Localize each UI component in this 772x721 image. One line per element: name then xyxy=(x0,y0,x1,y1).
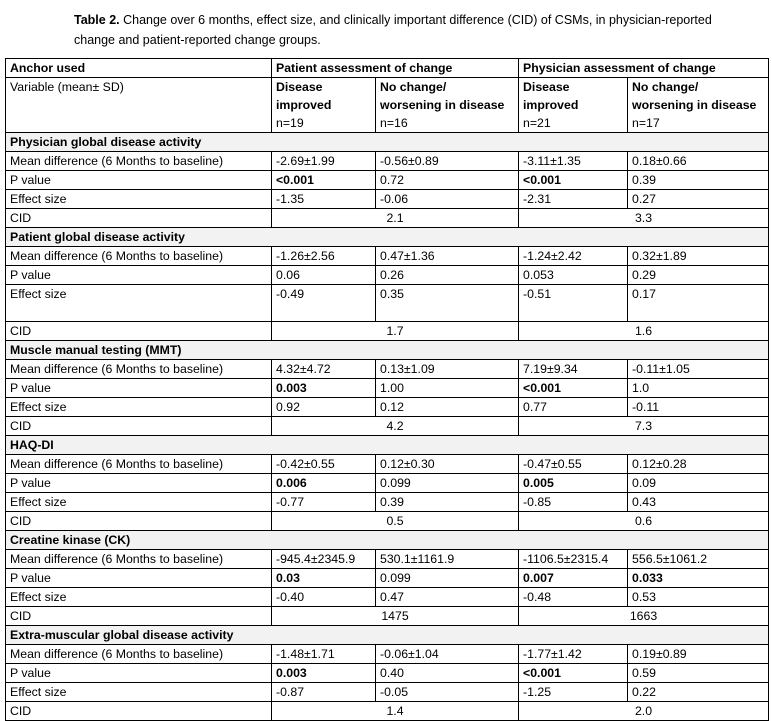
cid-row xyxy=(6,417,769,436)
results-table xyxy=(5,58,769,721)
row-label: Mean difference (6 Months to baseline) xyxy=(6,247,272,266)
cell-value: -0.49 xyxy=(272,285,376,322)
cid-value: 7.3 xyxy=(519,417,769,436)
cell-value: 0.003 xyxy=(272,664,376,683)
cell-value: -1.26±2.56 xyxy=(272,247,376,266)
cell-value: -0.47±0.55 xyxy=(519,455,628,474)
table-row xyxy=(6,474,769,493)
cell-value: 0.53 xyxy=(628,588,769,607)
table-row xyxy=(6,645,769,664)
cid-value: 2.1 xyxy=(272,209,519,228)
section-header-row xyxy=(6,626,769,645)
section-header-row xyxy=(6,436,769,455)
group-column-header xyxy=(628,78,769,133)
group-column-header xyxy=(376,78,519,133)
cell-value: 0.26 xyxy=(376,266,519,285)
cell-value: 0.099 xyxy=(376,569,519,588)
cell-value: 4.32±4.72 xyxy=(272,360,376,379)
group-column-header xyxy=(272,78,376,133)
table-row xyxy=(6,379,769,398)
row-label: Mean difference (6 Months to baseline) xyxy=(6,645,272,664)
section-title: HAQ-DI xyxy=(6,436,769,455)
row-label: P value xyxy=(6,474,272,493)
cell-value: -0.77 xyxy=(272,493,376,512)
cell-value: 0.005 xyxy=(519,474,628,493)
patient-group-header: Patient assessment of change xyxy=(272,59,519,78)
cell-value: 0.35 xyxy=(376,285,519,322)
header-row xyxy=(6,59,769,78)
table-row xyxy=(6,266,769,285)
section-title: Creatine kinase (CK) xyxy=(6,531,769,550)
cid-row xyxy=(6,209,769,228)
cell-value: -1.77±1.42 xyxy=(519,645,628,664)
cell-value: 530.1±1161.9 xyxy=(376,550,519,569)
cell-value: 0.13±1.09 xyxy=(376,360,519,379)
cid-row xyxy=(6,322,769,341)
cell-value: -1106.5±2315.4 xyxy=(519,550,628,569)
cell-value: 0.32±1.89 xyxy=(628,247,769,266)
cell-value: 0.099 xyxy=(376,474,519,493)
cid-label: CID xyxy=(6,512,272,531)
row-label: Mean difference (6 Months to baseline) xyxy=(6,455,272,474)
cell-value: 0.27 xyxy=(628,190,769,209)
row-label: P value xyxy=(6,171,272,190)
cell-value: 0.92 xyxy=(272,398,376,417)
variable-header: Variable (mean± SD) xyxy=(6,78,272,133)
caption-text: Change over 6 months, effect size, and clinically important difference (CID) of CSMs, in physician-reported change and patient-reported change groups. xyxy=(74,13,712,47)
column-n: n=17 xyxy=(632,116,660,130)
group-column-header xyxy=(519,78,628,133)
cid-value: 1663 xyxy=(519,607,769,626)
cell-value: <0.001 xyxy=(519,379,628,398)
subheader-row xyxy=(6,78,769,133)
table-row xyxy=(6,171,769,190)
row-label: Effect size xyxy=(6,493,272,512)
cell-value: 0.033 xyxy=(628,569,769,588)
cell-value: -0.11±1.05 xyxy=(628,360,769,379)
row-label: Effect size xyxy=(6,398,272,417)
cell-value: -0.85 xyxy=(519,493,628,512)
cell-value: 0.12±0.30 xyxy=(376,455,519,474)
column-title-line2: worsening in disease xyxy=(632,98,757,112)
column-n: n=16 xyxy=(380,116,408,130)
cell-value: -0.06±1.04 xyxy=(376,645,519,664)
table-row xyxy=(6,190,769,209)
row-label: Mean difference (6 Months to baseline) xyxy=(6,360,272,379)
cid-label: CID xyxy=(6,702,272,721)
column-n: n=19 xyxy=(276,116,304,130)
table-row xyxy=(6,398,769,417)
cid-value: 1.6 xyxy=(519,322,769,341)
row-label: P value xyxy=(6,379,272,398)
cell-value: 556.5±1061.2 xyxy=(628,550,769,569)
section-header-row xyxy=(6,133,769,152)
cell-value: 0.72 xyxy=(376,171,519,190)
cell-value: 0.43 xyxy=(628,493,769,512)
column-title-line2: improved xyxy=(276,98,332,112)
table-row xyxy=(6,683,769,702)
cell-value: 0.19±0.89 xyxy=(628,645,769,664)
cell-value: 0.29 xyxy=(628,266,769,285)
cid-value: 1475 xyxy=(272,607,519,626)
cell-value: 0.053 xyxy=(519,266,628,285)
cid-value: 1.7 xyxy=(272,322,519,341)
section-title: Patient global disease activity xyxy=(6,228,769,247)
cid-row xyxy=(6,702,769,721)
row-label: Effect size xyxy=(6,683,272,702)
cell-value: <0.001 xyxy=(519,664,628,683)
cell-value: -0.87 xyxy=(272,683,376,702)
section-header-row xyxy=(6,341,769,360)
cell-value: <0.001 xyxy=(519,171,628,190)
table-row xyxy=(6,493,769,512)
cell-value: 0.12±0.28 xyxy=(628,455,769,474)
cell-value: 0.17 xyxy=(628,285,769,322)
cell-value: 0.006 xyxy=(272,474,376,493)
cell-value: 7.19±9.34 xyxy=(519,360,628,379)
cell-value: -2.31 xyxy=(519,190,628,209)
cid-value: 0.6 xyxy=(519,512,769,531)
cell-value: 0.09 xyxy=(628,474,769,493)
cell-value: 0.47 xyxy=(376,588,519,607)
anchor-header: Anchor used xyxy=(6,59,272,78)
row-label: Mean difference (6 Months to baseline) xyxy=(6,550,272,569)
table-row xyxy=(6,360,769,379)
section-title: Extra-muscular global disease activity xyxy=(6,626,769,645)
cell-value: 0.39 xyxy=(376,493,519,512)
cell-value: 0.003 xyxy=(272,379,376,398)
cid-label: CID xyxy=(6,209,272,228)
table-row xyxy=(6,285,769,322)
row-label: Mean difference (6 Months to baseline) xyxy=(6,152,272,171)
cell-value: 0.77 xyxy=(519,398,628,417)
row-label: Effect size xyxy=(6,588,272,607)
caption-label: Table 2. xyxy=(74,13,120,27)
physician-group-header: Physician assessment of change xyxy=(519,59,769,78)
cell-value: -0.56±0.89 xyxy=(376,152,519,171)
cell-value: 0.18±0.66 xyxy=(628,152,769,171)
cell-value: -1.35 xyxy=(272,190,376,209)
cell-value: -0.42±0.55 xyxy=(272,455,376,474)
row-label: P value xyxy=(6,266,272,285)
cell-value: 0.007 xyxy=(519,569,628,588)
row-label: P value xyxy=(6,664,272,683)
section-title: Physician global disease activity xyxy=(6,133,769,152)
cid-label: CID xyxy=(6,607,272,626)
cell-value: 0.06 xyxy=(272,266,376,285)
column-title-line1: No change/ xyxy=(632,80,699,94)
section-title: Muscle manual testing (MMT) xyxy=(6,341,769,360)
table-row xyxy=(6,588,769,607)
cell-value: -3.11±1.35 xyxy=(519,152,628,171)
column-title-line1: Disease xyxy=(276,80,323,94)
cell-value: -0.11 xyxy=(628,398,769,417)
column-n: n=21 xyxy=(523,116,551,130)
cell-value: -945.4±2345.9 xyxy=(272,550,376,569)
column-title-line1: Disease xyxy=(523,80,570,94)
cell-value: -1.25 xyxy=(519,683,628,702)
cell-value: 0.03 xyxy=(272,569,376,588)
section-header-row xyxy=(6,531,769,550)
cid-value: 0.5 xyxy=(272,512,519,531)
cell-value: -0.06 xyxy=(376,190,519,209)
column-title-line2: improved xyxy=(523,98,579,112)
column-title-line1: No change/ xyxy=(380,80,447,94)
cell-value: -2.69±1.99 xyxy=(272,152,376,171)
cell-value: -0.48 xyxy=(519,588,628,607)
cell-value: -1.48±1.71 xyxy=(272,645,376,664)
cid-value: 1.4 xyxy=(272,702,519,721)
cell-value: 0.47±1.36 xyxy=(376,247,519,266)
row-label: Effect size xyxy=(6,190,272,209)
cell-value: -0.40 xyxy=(272,588,376,607)
cell-value: -0.51 xyxy=(519,285,628,322)
cell-value: -0.05 xyxy=(376,683,519,702)
cid-row xyxy=(6,607,769,626)
cell-value: 1.0 xyxy=(628,379,769,398)
table-row xyxy=(6,455,769,474)
cell-value: 0.22 xyxy=(628,683,769,702)
table-row xyxy=(6,550,769,569)
table-caption xyxy=(74,10,714,50)
cid-value: 4.2 xyxy=(272,417,519,436)
cell-value: 0.39 xyxy=(628,171,769,190)
cid-row xyxy=(6,512,769,531)
cell-value: 0.40 xyxy=(376,664,519,683)
cid-value: 2.0 xyxy=(519,702,769,721)
section-header-row xyxy=(6,228,769,247)
cell-value: <0.001 xyxy=(272,171,376,190)
cid-label: CID xyxy=(6,417,272,436)
cid-label: CID xyxy=(6,322,272,341)
cid-value: 3.3 xyxy=(519,209,769,228)
table-row xyxy=(6,569,769,588)
table-row xyxy=(6,664,769,683)
cell-value: -1.24±2.42 xyxy=(519,247,628,266)
table-row xyxy=(6,152,769,171)
cell-value: 0.12 xyxy=(376,398,519,417)
cell-value: 1.00 xyxy=(376,379,519,398)
row-label: Effect size xyxy=(6,285,272,322)
column-title-line2: worsening in disease xyxy=(380,98,505,112)
row-label: P value xyxy=(6,569,272,588)
cell-value: 0.59 xyxy=(628,664,769,683)
table-row xyxy=(6,247,769,266)
